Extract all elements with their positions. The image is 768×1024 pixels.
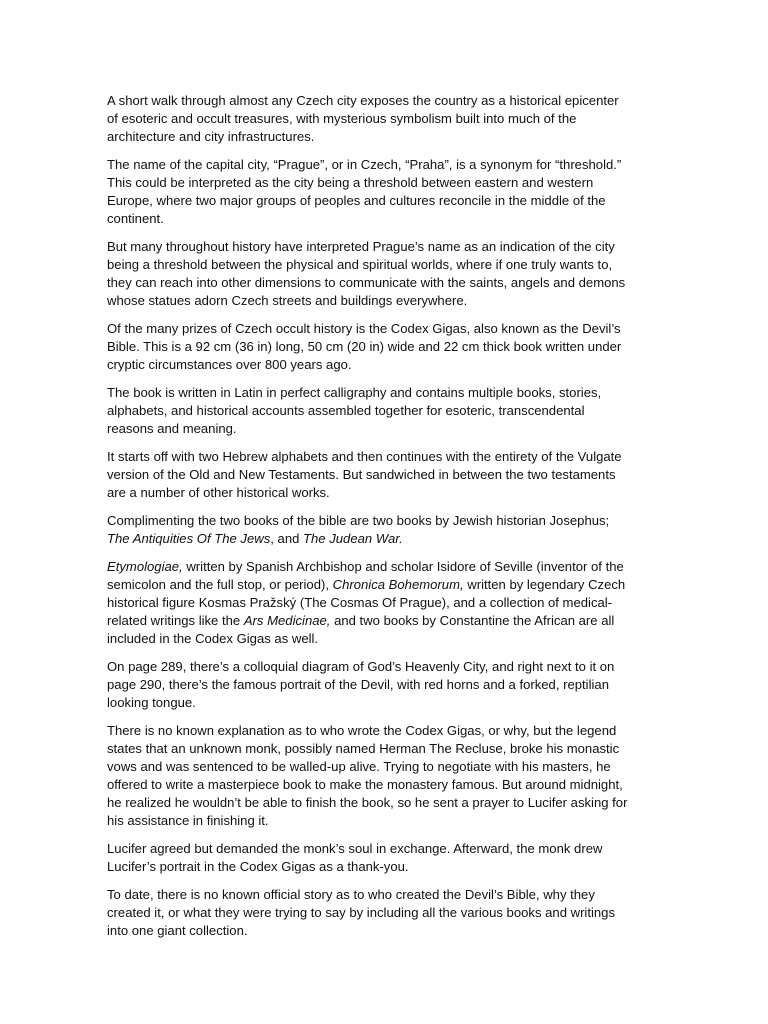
book-title-chronica: Chronica Bohemorum, bbox=[332, 577, 464, 592]
paragraph-7-text-2: , and bbox=[270, 531, 304, 546]
paragraph-2: The name of the capital city, “Prague”, or in Czech, “Praha”, is a synonym for “threshold.” This could be interpreted as the city being a threshold between eastern and western Europe, where two major groups of peoples and cultures reconcile in the middle of the continent. bbox=[107, 157, 622, 226]
paragraph-6: It starts off with two Hebrew alphabets and then continues with the entirety of the Vulgate version of the Old and New Testaments. But sandwiched in between the two testaments are a number of other historical works. bbox=[107, 449, 622, 500]
paragraph-7-text-1: Complimenting the two books of the bible are two books by Jewish historian Josephus; bbox=[107, 513, 610, 528]
paragraph-11: Lucifer agreed but demanded the monk’s soul in exchange. Afterward, the monk drew Lucifer’s portrait in the Codex Gigas as a thank-you. bbox=[107, 841, 603, 874]
paragraph-10: There is no known explanation as to who wrote the Codex Gigas, or why, but the legend states that an unknown monk, possibly named Herman The Recluse, broke his monastic vows and was sentenced to be walled-up alive. Trying to negotiate with his masters, he offered to write a masterpiece book to make the monastery famous. But around midnight, he realized he wouldn’t be able to finish the book, so he sent a prayer to Lucifer asking for his assistance in finishing it. bbox=[107, 723, 628, 828]
paragraph-1: A short walk through almost any Czech city exposes the country as a historical epicenter of esoteric and occult treasures, with mysterious symbolism built into much of the architecture and city infrastructures. bbox=[107, 93, 619, 144]
book-title-antiquities: The Antiquities Of The Jews bbox=[107, 531, 271, 546]
paragraph-7 bbox=[107, 512, 632, 548]
paragraph-8-text-3: and two books by Constantine the African are all included in the Codex Gigas as well. bbox=[107, 613, 615, 646]
book-title-etymologiae: Etymologiae, bbox=[107, 559, 183, 574]
paragraph-3: But many throughout history have interpreted Prague’s name as an indication of the city being a threshold between the physical and spiritual worlds, where if one truly wants to, they can reach into other dimensions to communicate with the saints, angels and demons whose statues adorn Czech streets and buildings everywhere. bbox=[107, 239, 626, 308]
paragraph-9: On page 289, there’s a colloquial diagram of God’s Heavenly City, and right next to it on page 290, there’s the famous portrait of the Devil, with red horns and a forked, reptilian looking tongue. bbox=[107, 659, 615, 710]
paragraph-4: Of the many prizes of Czech occult history is the Codex Gigas, also known as the Devil’s Bible. This is a 92 cm (36 in) long, 50 cm (20 in) wide and 22 cm thick book written under cryptic circumstances over 800 years ago. bbox=[107, 321, 622, 372]
document-page bbox=[107, 92, 632, 950]
paragraph-8 bbox=[107, 558, 632, 648]
paragraph-5: The book is written in Latin in perfect calligraphy and contains multiple books, stories, alphabets, and historical accounts assembled together for esoteric, transcendental reasons and meaning. bbox=[107, 385, 602, 436]
paragraph-8-text-2: written by legendary Czech historical figure Kosmas Pražský (The Cosmas Of Prague), and a collection of medical-related writings like the bbox=[107, 577, 626, 628]
paragraph-8-text-1: written by Spanish Archbishop and scholar Isidore of Seville (inventor of the semicolon and the full stop, or period), bbox=[107, 559, 624, 592]
paragraph-12: To date, there is no known official story as to who created the Devil’s Bible, why they created it, or what they were trying to say by including all the various books and writings into one giant collection. bbox=[107, 887, 616, 938]
book-title-judean-war: The Judean War. bbox=[303, 531, 403, 546]
book-title-ars-medicinae: Ars Medicinae, bbox=[243, 613, 331, 628]
